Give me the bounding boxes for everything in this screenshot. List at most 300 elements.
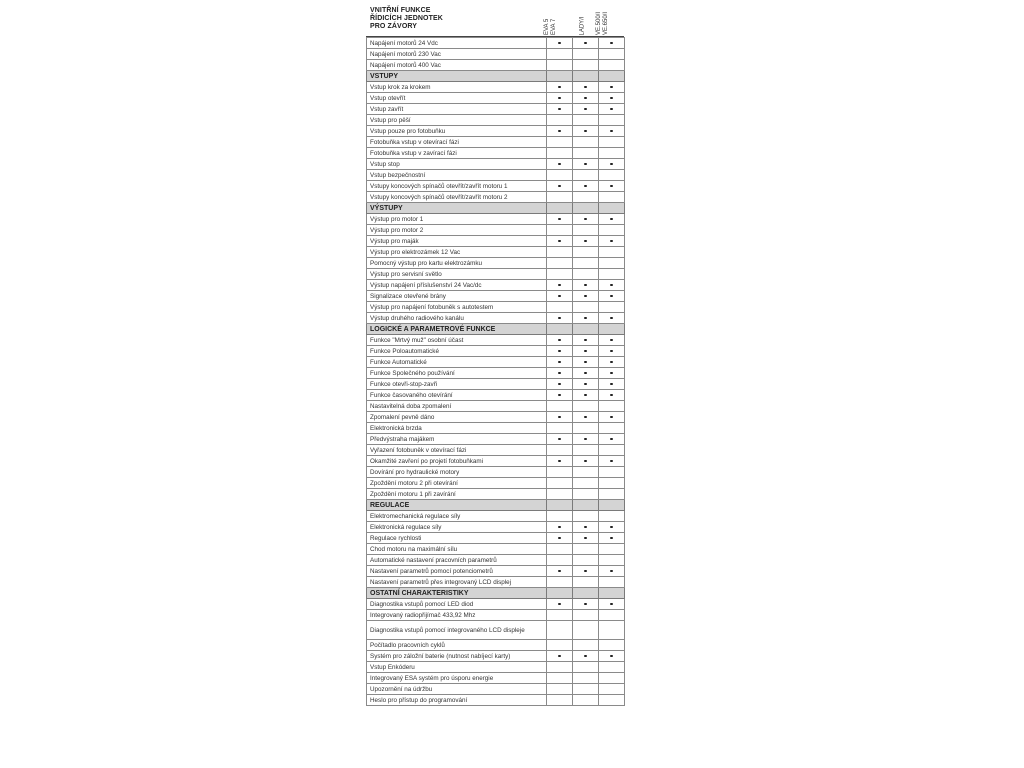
feature-support-cell [547,280,573,291]
feature-support-cell [599,662,625,673]
supported-dot-icon [610,394,612,396]
feature-support-cell [599,148,625,159]
feature-support-cell [573,390,599,401]
section-empty-cell [599,324,625,335]
column-header-line: EVA 5 [544,18,550,35]
supported-dot-icon [584,317,586,319]
supported-dot-icon [610,460,612,462]
feature-row [367,269,625,280]
supported-dot-icon [584,655,586,657]
feature-support-cell [599,566,625,577]
feature-support-cell [547,291,573,302]
feature-support-cell [573,695,599,706]
feature-support-cell [547,93,573,104]
section-empty-cell [573,324,599,335]
feature-row [367,610,625,621]
feature-label: Výstup druhého radiového kanálu [367,313,547,324]
feature-label: Regulace rychlosti [367,533,547,544]
feature-support-cell [599,291,625,302]
feature-label: Zpomalení pevně dáno [367,412,547,423]
feature-label: Pomocný výstup pro kartu elektrozámku [367,258,547,269]
feature-support-cell [599,104,625,115]
feature-support-cell [573,478,599,489]
feature-label: Napájení motorů 400 Vac [367,60,547,71]
supported-dot-icon [558,383,560,385]
feature-row [367,489,625,500]
feature-support-cell [573,555,599,566]
feature-support-cell [599,467,625,478]
supported-dot-icon [610,339,612,341]
feature-support-cell [599,379,625,390]
feature-row [367,445,625,456]
column-header-line: LADY/I [579,15,586,35]
feature-row [367,640,625,651]
section-header-row [367,500,625,511]
section-empty-cell [599,71,625,82]
feature-label: Vstup pro pěší [367,115,547,126]
feature-support-cell [573,467,599,478]
feature-support-cell [599,258,625,269]
feature-support-cell [547,247,573,258]
feature-row [367,346,625,357]
section-empty-cell [599,203,625,214]
supported-dot-icon [584,383,586,385]
section-header-row [367,71,625,82]
feature-label: Předvýstraha majákem [367,434,547,445]
supported-dot-icon [558,317,560,319]
feature-support-cell [547,236,573,247]
feature-support-cell [547,258,573,269]
feature-label: Funkce Automatické [367,357,547,368]
feature-row [367,621,625,640]
feature-row [367,662,625,673]
supported-dot-icon [558,284,560,286]
section-empty-cell [547,324,573,335]
feature-row [367,49,625,60]
feature-support-cell [573,137,599,148]
feature-support-cell [573,346,599,357]
feature-support-cell [547,181,573,192]
feature-label: Fotobuňka vstup v otevírací fázi [367,137,547,148]
feature-support-cell [599,346,625,357]
feature-label: Vstup stop [367,159,547,170]
section-empty-cell [599,588,625,599]
feature-row [367,247,625,258]
supported-dot-icon [584,350,586,352]
feature-support-cell [547,577,573,588]
feature-support-cell [573,126,599,137]
column-header-line: VE.500/I [596,11,602,35]
feature-row [367,566,625,577]
feature-support-cell [547,445,573,456]
feature-support-cell [573,434,599,445]
supported-dot-icon [558,372,560,374]
feature-label: Výstup pro motor 1 [367,214,547,225]
supported-dot-icon [584,537,586,539]
supported-dot-icon [558,526,560,528]
feature-label: Vstup zavřít [367,104,547,115]
feature-label: Diagnostika vstupů pomocí LED diod [367,599,547,610]
feature-support-cell [573,170,599,181]
supported-dot-icon [558,655,560,657]
feature-support-cell [599,544,625,555]
supported-dot-icon [584,108,586,110]
feature-support-cell [599,247,625,258]
feature-support-cell [573,423,599,434]
feature-support-cell [573,412,599,423]
supported-dot-icon [584,218,586,220]
feature-label: Elektromechanická regulace síly [367,511,547,522]
feature-support-cell [547,599,573,610]
supported-dot-icon [558,295,560,297]
feature-support-cell [599,621,625,640]
feature-support-cell [599,456,625,467]
supported-dot-icon [610,570,612,572]
feature-support-cell [547,555,573,566]
title-line-2: ŘÍDICÍCH JEDNOTEK [370,15,443,22]
feature-support-cell [599,423,625,434]
feature-support-cell [573,662,599,673]
supported-dot-icon [610,86,612,88]
feature-row [367,533,625,544]
feature-support-cell [599,60,625,71]
feature-table-body [367,38,625,706]
supported-dot-icon [610,240,612,242]
supported-dot-icon [610,537,612,539]
feature-support-cell [547,456,573,467]
feature-label: Okamžité zavření po projetí fotobuňkami [367,456,547,467]
feature-support-cell [547,313,573,324]
feature-label: Chod motoru na maximální sílu [367,544,547,555]
feature-support-cell [547,662,573,673]
feature-support-cell [599,533,625,544]
feature-support-cell [599,159,625,170]
supported-dot-icon [558,603,560,605]
feature-label: Diagnostika vstupů pomocí integrovaného LCD displeje [367,621,547,640]
supported-dot-icon [558,537,560,539]
supported-dot-icon [610,163,612,165]
feature-support-cell [547,489,573,500]
supported-dot-icon [558,86,560,88]
feature-support-cell [599,673,625,684]
supported-dot-icon [610,317,612,319]
feature-row [367,695,625,706]
section-empty-cell [599,500,625,511]
feature-support-cell [599,214,625,225]
feature-row [367,93,625,104]
feature-support-cell [573,93,599,104]
feature-support-cell [573,599,599,610]
feature-label: Výstup pro elektrozámek 12 Vac [367,247,547,258]
feature-row [367,38,625,49]
section-empty-cell [547,588,573,599]
feature-support-cell [599,357,625,368]
supported-dot-icon [558,350,560,352]
feature-label: Funkce časovaného otevírání [367,390,547,401]
feature-row [367,60,625,71]
supported-dot-icon [610,130,612,132]
feature-support-cell [573,49,599,60]
feature-row [367,82,625,93]
feature-support-cell [599,192,625,203]
feature-label: Integrovaný ESA systém pro úsporu energie [367,673,547,684]
feature-label: Heslo pro přístup do programování [367,695,547,706]
supported-dot-icon [610,438,612,440]
feature-label: Funkce "Mrtvý muž" osobní účast [367,335,547,346]
feature-support-cell [599,225,625,236]
feature-support-cell [547,137,573,148]
feature-support-cell [573,357,599,368]
feature-label: Funkce Poloautomatické [367,346,547,357]
feature-support-cell [599,412,625,423]
feature-label: Napájení motorů 230 Vac [367,49,547,60]
supported-dot-icon [584,163,586,165]
supported-dot-icon [558,361,560,363]
feature-label: Elektronická brzda [367,423,547,434]
feature-label: Výstup pro maják [367,236,547,247]
feature-support-cell [547,346,573,357]
feature-label: Vstup pouze pro fotobuňku [367,126,547,137]
feature-support-cell [573,684,599,695]
feature-support-cell [573,673,599,684]
feature-support-cell [599,478,625,489]
feature-support-cell [547,126,573,137]
supported-dot-icon [558,218,560,220]
feature-support-cell [599,599,625,610]
feature-support-cell [573,621,599,640]
feature-label: Výstup pro motor 2 [367,225,547,236]
feature-support-cell [573,192,599,203]
feature-support-cell [547,82,573,93]
feature-support-cell [599,401,625,412]
feature-row [367,434,625,445]
feature-support-cell [573,379,599,390]
feature-row [367,522,625,533]
feature-row [367,544,625,555]
feature-row [367,159,625,170]
feature-label: Vstup bezpečnostní [367,170,547,181]
feature-support-cell [547,302,573,313]
feature-support-cell [547,192,573,203]
feature-support-cell [573,82,599,93]
feature-row [367,126,625,137]
supported-dot-icon [610,108,612,110]
feature-support-cell [599,577,625,588]
feature-support-cell [547,610,573,621]
feature-support-cell [599,368,625,379]
feature-support-cell [599,93,625,104]
feature-support-cell [547,148,573,159]
feature-comparison-document [366,4,624,706]
feature-label: Vstupy koncových spínačů otevřít/zavřít motoru 2 [367,192,547,203]
feature-row [367,651,625,662]
feature-support-cell [547,651,573,662]
feature-support-cell [547,401,573,412]
feature-support-cell [599,610,625,621]
feature-support-cell [599,302,625,313]
feature-row [367,379,625,390]
supported-dot-icon [610,42,612,44]
section-empty-cell [547,500,573,511]
feature-support-cell [573,280,599,291]
feature-support-cell [599,280,625,291]
feature-support-cell [547,335,573,346]
table-header [366,4,624,37]
section-empty-cell [547,71,573,82]
feature-support-cell [547,478,573,489]
feature-support-cell [573,445,599,456]
feature-support-cell [547,434,573,445]
feature-support-cell [599,489,625,500]
document-title [370,7,443,31]
supported-dot-icon [584,295,586,297]
feature-support-cell [547,684,573,695]
feature-support-cell [599,49,625,60]
supported-dot-icon [584,394,586,396]
supported-dot-icon [558,416,560,418]
feature-support-cell [547,115,573,126]
feature-support-cell [573,236,599,247]
feature-support-cell [547,38,573,49]
supported-dot-icon [558,97,560,99]
feature-table [366,37,625,706]
feature-label: Zpoždění motoru 1 při zavírání [367,489,547,500]
supported-dot-icon [610,372,612,374]
feature-label: Nastavení parametrů přes integrovaný LCD displej [367,577,547,588]
feature-support-cell [573,489,599,500]
feature-label: Nastavitelná doba zpomalení [367,401,547,412]
section-title: REGULACE [367,500,547,511]
supported-dot-icon [558,438,560,440]
feature-row [367,511,625,522]
feature-row [367,357,625,368]
feature-row [367,137,625,148]
feature-support-cell [599,390,625,401]
supported-dot-icon [558,460,560,462]
feature-support-cell [599,695,625,706]
feature-support-cell [573,533,599,544]
feature-support-cell [547,49,573,60]
feature-row [367,412,625,423]
feature-row [367,467,625,478]
supported-dot-icon [558,394,560,396]
supported-dot-icon [610,218,612,220]
supported-dot-icon [558,130,560,132]
supported-dot-icon [584,284,586,286]
feature-support-cell [599,651,625,662]
feature-row [367,599,625,610]
feature-support-cell [599,38,625,49]
feature-label: Integrovaný radiopřijímač 433,92 Mhz [367,610,547,621]
feature-support-cell [573,544,599,555]
feature-support-cell [599,434,625,445]
feature-support-cell [547,467,573,478]
supported-dot-icon [558,42,560,44]
section-header-row [367,203,625,214]
feature-support-cell [547,423,573,434]
supported-dot-icon [610,526,612,528]
feature-support-cell [599,126,625,137]
feature-support-cell [599,684,625,695]
feature-support-cell [573,368,599,379]
feature-support-cell [573,651,599,662]
feature-row [367,684,625,695]
feature-row [367,258,625,269]
section-empty-cell [573,203,599,214]
feature-label: Výstup pro napájení fotobuněk s autotestem [367,302,547,313]
feature-support-cell [599,170,625,181]
feature-support-cell [547,269,573,280]
supported-dot-icon [558,570,560,572]
section-header-row [367,588,625,599]
feature-row [367,423,625,434]
feature-label: Systém pro záložní baterie (nutnost nabíjecí karty) [367,651,547,662]
supported-dot-icon [584,460,586,462]
supported-dot-icon [584,86,586,88]
feature-support-cell [573,640,599,651]
section-empty-cell [573,71,599,82]
feature-support-cell [573,148,599,159]
supported-dot-icon [584,603,586,605]
column-header-line: VE.650/I [602,11,609,35]
feature-support-cell [547,368,573,379]
feature-support-cell [599,335,625,346]
supported-dot-icon [610,295,612,297]
feature-support-cell [599,445,625,456]
feature-support-cell [573,456,599,467]
supported-dot-icon [584,372,586,374]
supported-dot-icon [584,185,586,187]
section-title: LOGICKÉ A PARAMETROVÉ FUNKCE [367,324,547,335]
feature-support-cell [599,82,625,93]
feature-support-cell [573,566,599,577]
feature-row [367,192,625,203]
feature-label: Signalizace otevřené brány [367,291,547,302]
feature-row [367,214,625,225]
feature-label: Nastavení parametrů pomocí potenciometrů [367,566,547,577]
section-header-row [367,324,625,335]
feature-row [367,555,625,566]
supported-dot-icon [610,185,612,187]
column-header-eva [544,19,557,35]
feature-label: Vstup otevřít [367,93,547,104]
feature-support-cell [547,533,573,544]
feature-support-cell [547,159,573,170]
feature-support-cell [599,236,625,247]
supported-dot-icon [610,655,612,657]
feature-row [367,236,625,247]
supported-dot-icon [584,97,586,99]
feature-label: Zpoždění motoru 2 při otevírání [367,478,547,489]
feature-support-cell [599,511,625,522]
supported-dot-icon [558,240,560,242]
supported-dot-icon [584,361,586,363]
column-header-line: EVA 7 [550,18,557,35]
section-empty-cell [547,203,573,214]
feature-support-cell [599,313,625,324]
feature-label: Napájení motorů 24 Vdc [367,38,547,49]
feature-row [367,291,625,302]
feature-label: Vstup Enkóderu [367,662,547,673]
feature-row [367,302,625,313]
feature-support-cell [573,181,599,192]
feature-support-cell [573,291,599,302]
supported-dot-icon [584,42,586,44]
feature-support-cell [547,544,573,555]
supported-dot-icon [584,130,586,132]
supported-dot-icon [610,284,612,286]
column-header-lady [580,16,587,35]
